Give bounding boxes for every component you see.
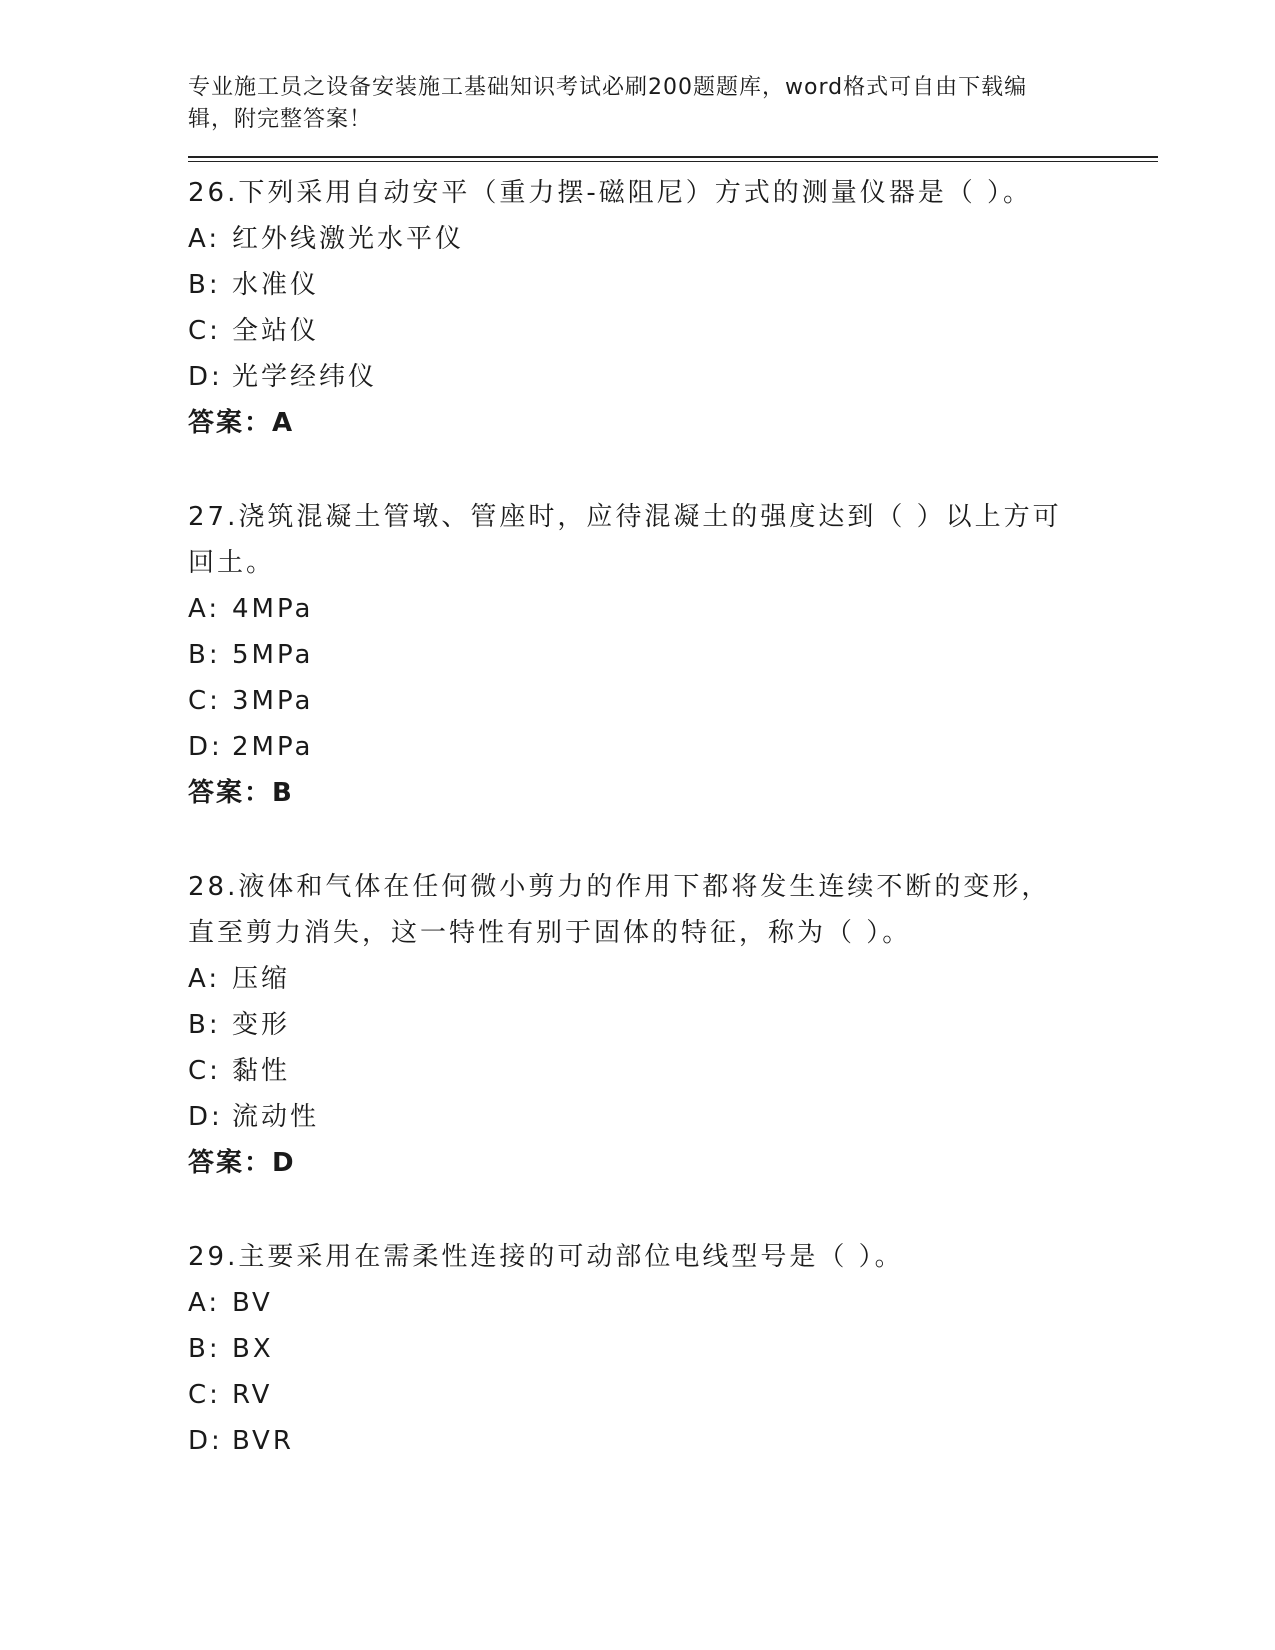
option-text: 2MPa (232, 732, 314, 762)
option-letter: A: (188, 1288, 221, 1318)
option-letter: A: (188, 594, 221, 624)
option-text: 3MPa (232, 686, 314, 716)
option-b (188, 1326, 1158, 1372)
option-b (188, 262, 1158, 308)
question-list (188, 170, 1158, 1464)
answer-line: 答案：D (188, 1148, 296, 1178)
option-text: 4MPa (232, 594, 314, 624)
option-a (188, 1280, 1158, 1326)
option-a (188, 216, 1158, 262)
question-stem: 26.下列采用自动安平（重力摆-磁阻尼）方式的测量仪器是（ ）。 (188, 178, 1032, 208)
question-stem: 28.液体和气体在任何微小剪力的作用下都将发生连续不断的变形，直至剪力消失，这一特性有别于固体的特征，称为（ ）。 (188, 872, 1051, 948)
option-letter: B: (188, 270, 221, 300)
option-text: 光学经纬仪 (232, 362, 378, 392)
option-text: 5MPa (232, 640, 314, 670)
option-text: BVR (232, 1426, 294, 1456)
option-letter: A: (188, 964, 221, 994)
option-text: 水准仪 (232, 270, 320, 300)
option-a (188, 956, 1158, 1002)
option-letter: C: (188, 686, 221, 716)
option-letter: B: (188, 1010, 221, 1040)
option-text: 压缩 (232, 964, 291, 994)
option-letter: C: (188, 1056, 221, 1086)
option-c (188, 1372, 1158, 1418)
option-text: 红外线激光水平仪 (232, 224, 465, 254)
option-c (188, 1048, 1158, 1094)
option-letter: C: (188, 1380, 221, 1410)
option-c (188, 308, 1158, 354)
option-letter: D: (188, 732, 223, 762)
option-c (188, 678, 1158, 724)
option-letter: A: (188, 224, 221, 254)
option-text: BV (232, 1288, 273, 1318)
option-letter: D: (188, 1426, 223, 1456)
option-letter: D: (188, 1102, 223, 1132)
answer-line: 答案：A (188, 408, 295, 438)
question-stem: 27.浇筑混凝土管墩、管座时，应待混凝土的强度达到（ ）以上方可回土。 (188, 502, 1062, 578)
document-page (188, 72, 1158, 1512)
option-letter: C: (188, 316, 221, 346)
question-27 (188, 494, 1158, 816)
option-text: 变形 (232, 1010, 291, 1040)
header-divider (188, 156, 1158, 162)
option-text: RV (232, 1380, 273, 1410)
question-26 (188, 170, 1158, 446)
answer-line: 答案：B (188, 778, 294, 808)
question-29 (188, 1234, 1158, 1464)
option-text: 黏性 (232, 1056, 291, 1086)
option-letter: D: (188, 362, 223, 392)
option-a (188, 586, 1158, 632)
option-letter: B: (188, 640, 221, 670)
option-text: BX (232, 1334, 274, 1364)
option-letter: B: (188, 1334, 221, 1364)
option-d (188, 1418, 1158, 1464)
option-text: 流动性 (232, 1102, 320, 1132)
option-b (188, 632, 1158, 678)
question-stem: 29.主要采用在需柔性连接的可动部位电线型号是（ ）。 (188, 1242, 904, 1272)
document-header: 专业施工员之设备安装施工基础知识考试必刷200题题库，word格式可自由下载编辑，附完整答案！ (188, 75, 1028, 132)
option-b (188, 1002, 1158, 1048)
option-text: 全站仪 (232, 316, 320, 346)
question-28 (188, 864, 1158, 1186)
option-d (188, 724, 1158, 770)
option-d (188, 1094, 1158, 1140)
option-d (188, 354, 1158, 400)
